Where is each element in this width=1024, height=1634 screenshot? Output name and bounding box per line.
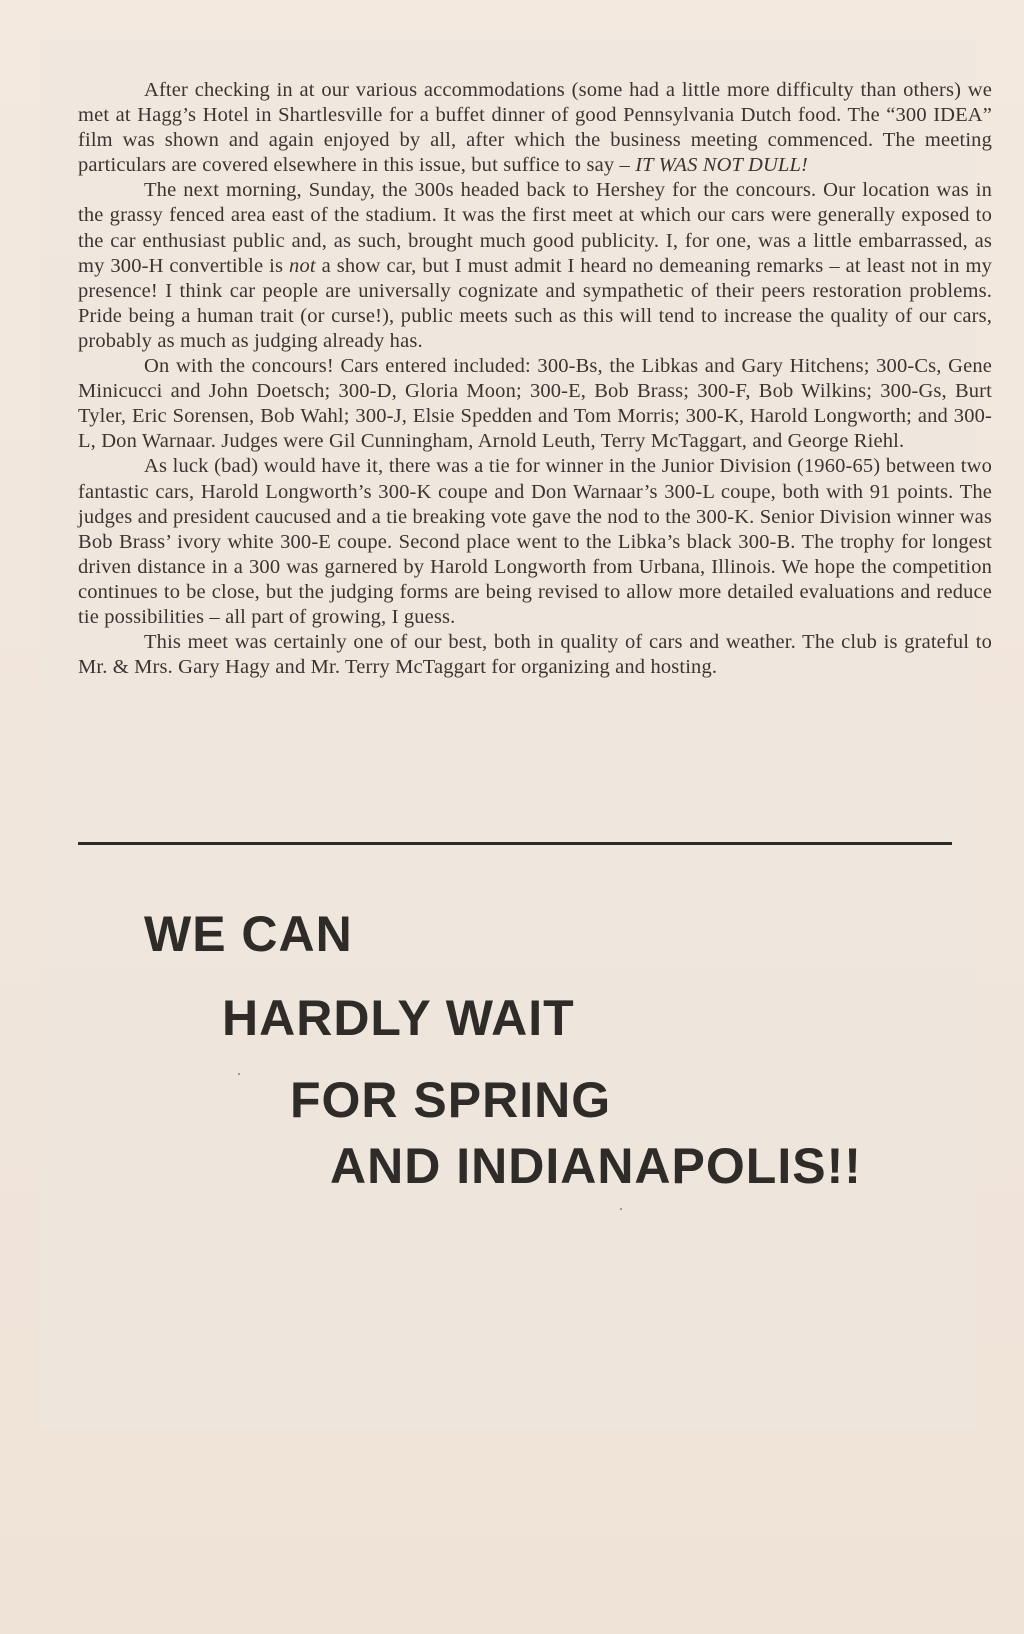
paragraph-2: The next morning, Sunday, the 300s headed back to Hershey for the concours. Our location was in the grassy fenced area east of the stadium. It was the first meet at which our cars were generally exposed to the car enthusiast public and, as such, brought much good publicity. I, for one, was a little embarrassed, as my 300-H convertible is not a show car, but I must admit I heard no demeaning remarks – at least not in my presence! I think car people are universally cognizate and sympathetic of their peers restoration problems. Pride being a human trait (or curse!), public meets such as this will tend to increase the quality of our cars, probably as much as judging already has. [78,179,992,352]
horizontal-divider [78,842,952,845]
headline-line-4: AND INDIANAPOLIS!! [330,1138,862,1194]
emphasis-text: not [289,254,316,277]
paragraph-4: As luck (bad) would have it, there was a tie for winner in the Junior Division (1960-65) between two fantastic cars, Harold Longworth’s 300-K coupe and Don Warnaar’s 300-L coupe, both with 91 points. The judges and president caucused and a tie breaking vote gave the nod to the 300-K. Senior Division winner was Bob Brass’ ivory white 300-E coupe. Second place went to the Libka’s black 300-B. The trophy for longest driven distance in a 300 was garnered by Harold Longworth from Urbana, Illinois. We hope the competition continues to be close, but the judging forms are being revised to allow more detailed evaluations and reduce tie possibilities – all part of growing, I guess. [78,455,992,628]
headline-line-3: FOR SPRING [290,1072,612,1128]
paragraph-3: On with the concours! Cars entered included: 300-Bs, the Libkas and Gary Hitchens; 300-Cs, Gene Minicucci and John Doetsch; 300-D, Gloria Moon; 300-E, Bob Brass; 300-F, Bob Wilkins; 300-Gs, Burt Tyler, Eric Sorensen, Bob Wahl; 300-J, Elsie Spedden and Tom Morris; 300-K, Harold Longworth; and 300-L, Don Warnaar. Judges were Gil Cunningham, Arnold Leuth, Terry McTaggart, and George Riehl. [78,355,992,453]
headline-line-1: WE CAN [144,906,353,962]
headline-line-2: HARDLY WAIT [222,990,575,1046]
print-speck [620,1208,622,1210]
print-speck [238,1073,240,1075]
emphasis-text: IT WAS NOT DULL! [635,154,808,177]
paragraph-5: This meet was certainly one of our best, both in quality of cars and weather. The club is grateful to Mr. & Mrs. Gary Hagy and Mr. Terry McTaggart for organizing and hosting. [78,631,992,679]
paragraph-1: After checking in at our various accommodations (some had a little more difficulty than others) we met at Hagg’s Hotel in Shartlesville for a buffet dinner of good Pennsylvania Dutch food. The “300 IDEA” film was shown and again enjoyed by all, after which the business meeting commenced. The meeting particulars are covered elsewhere in this issue, but suffice to say – IT WAS NOT DULL! [78,79,992,177]
article-body [78,78,992,680]
